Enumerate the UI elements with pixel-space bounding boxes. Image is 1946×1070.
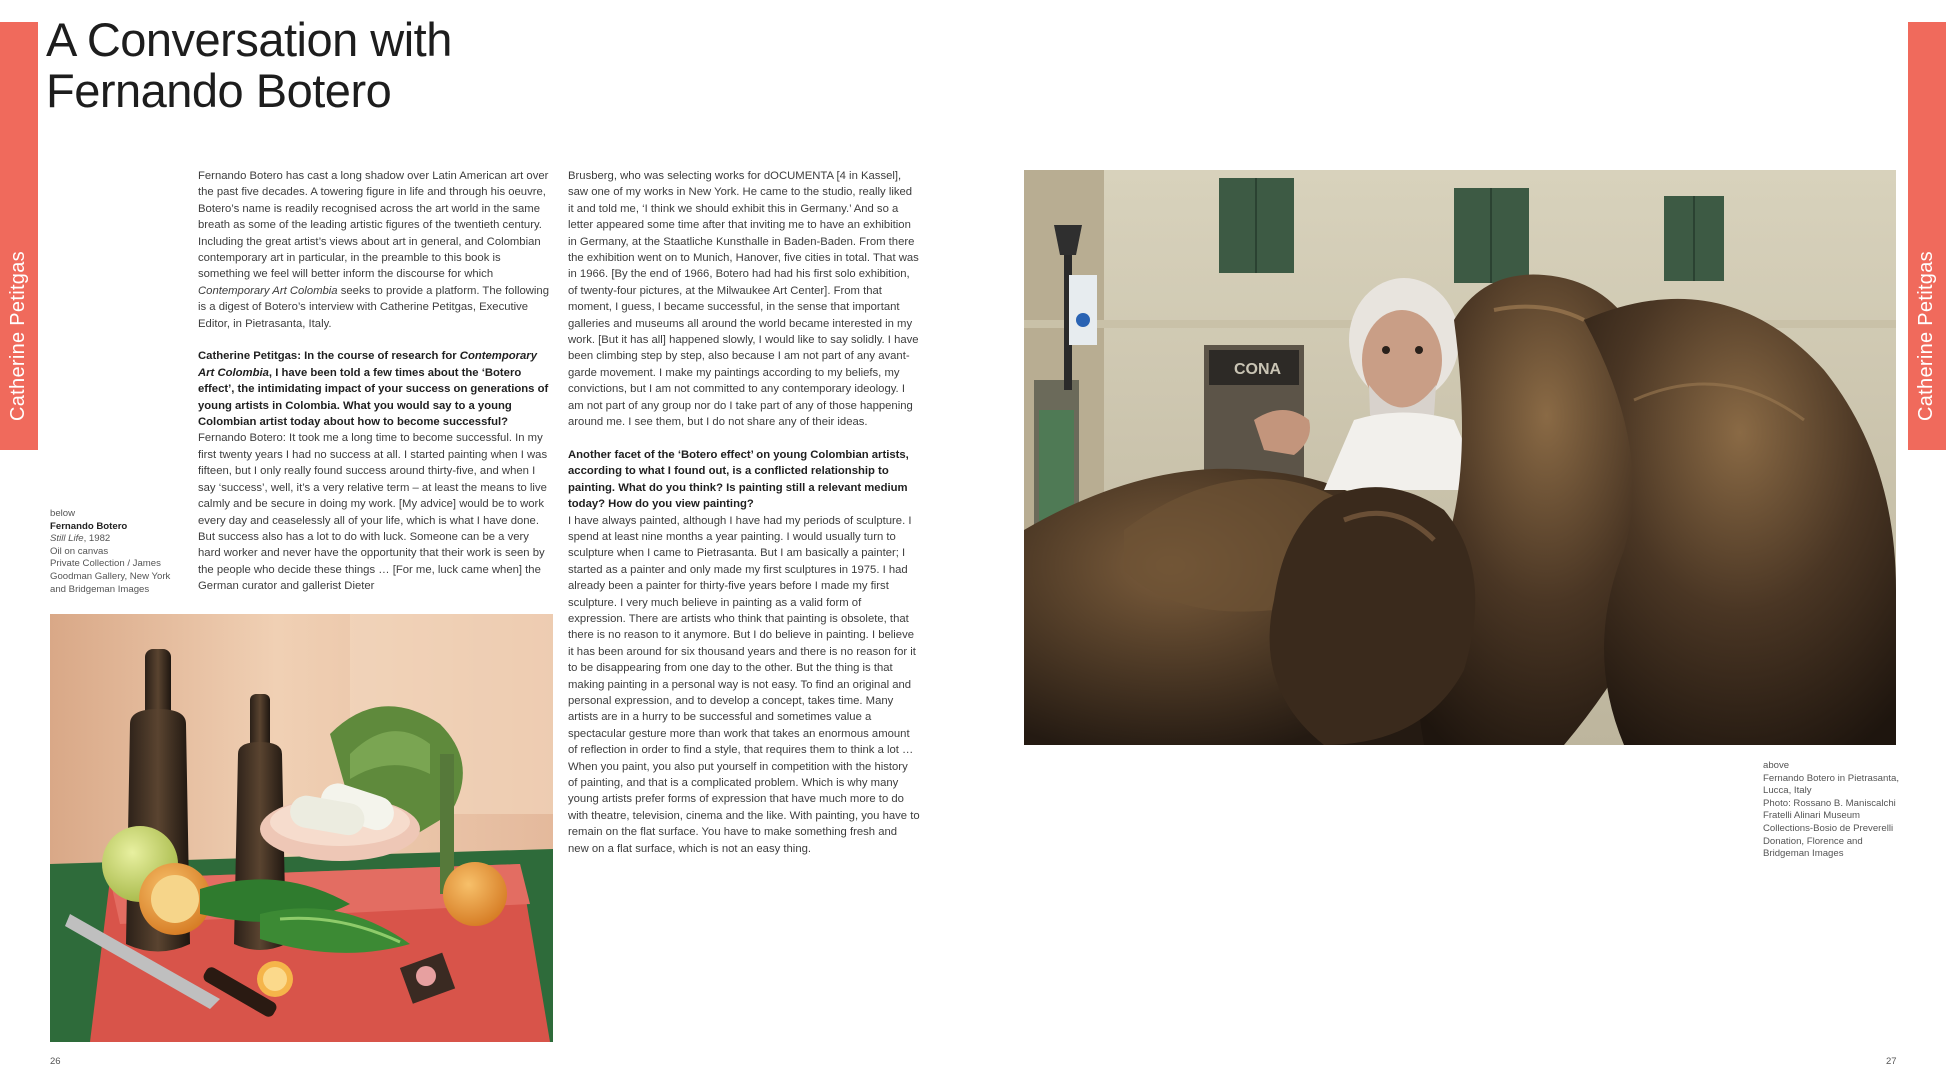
answer-1-continued: Brusberg, who was selecting works for dOCUMENTA [4 in Kassel], saw one of my works in New York. He came to the studio, really liked it and told me, ‘I think we should exhibit this in Germany.’ And so a letter appeared some time after that inviting me to have an exhibition in Germany, at the Staatliche Kunsthalle in Baden-Baden. From there the exhibition went on to Munich, Hanover, five cities in total. That was in 1966. [By the end of 1966, Botero had had his first solo exhibition, of twenty-four pictures, at the Milwaukee Art Center]. From that moment, I guess, I became successful, in the sense that important galleries and museums all around the world became interested in my work. [But it has all] happened slowly, I would like to say solidly. I have been climbing step by step, also because I am not part of any avant-garde movement. I make my paintings according to my beliefs, my convictions, but I am not committed to any contemporary ideology. I am not part of any group nor do I take part of any of those happening around me. I see them, but I do not share any of their ideas. <box>568 170 919 429</box>
answer-2: I have always painted, although I have had my periods of sculpture. I spend at least nine months a year painting. I would usually turn to sculpture when I came to Pietrasanta. But I am basically a painter; I started as a painter and only made my first sculptures in 1975. I had already been a painter for thirty-five years before I made my first sculpture. I very much believe in painting as a valid form of expression. There are artists who think that painting is obsolete, that there is no reason to it anymore. But I do believe in painting. I believe it has been around for six thousand years and there is no reason for it to be disappearing from one day to the other. But the thing is that making painting in a personal way is not easy. To find an original and personal expression, and to develop a concept, takes time. Many artists are in a hurry to be successful and sometimes value a spectacular gesture more than work that takes an enormous amount of reflection in order to find a style, that requires them to think a lot … When you paint, you also put yourself in competition with the history of painting, and that is a complicated problem. Which is why many young artists prefer forms of expression that have much more to do with theatre, television, cinema and the like. With painting, you have to remain on the flat surface. You have to make something fresh and new on a flat surface, which is not an easy thing. <box>568 514 920 855</box>
running-head-right: Catherine Petitgas <box>1915 251 1937 421</box>
page-number-left: 26 <box>50 1056 61 1067</box>
caption-artist: Fernando Botero <box>50 520 128 532</box>
question-1-start: Catherine Petitgas: In the course of research for <box>198 350 460 363</box>
text-column-2 <box>568 168 920 857</box>
running-head-tab-right <box>1908 22 1946 450</box>
caption-still-life <box>50 508 180 596</box>
question-1-end: , I have been told a few times about the ‘Botero effect’, the intimidating impact of your success on generations of young artists in Colombia. What you would say to a young Colombian artist today about how to become successful? <box>198 366 549 429</box>
caption-credit: Private Collection / James Goodman Gallery, New York and Bridgeman Images <box>50 558 171 595</box>
caption-year: , 1982 <box>83 533 111 545</box>
article-title-line2: Fernando Botero <box>46 64 392 117</box>
caption-right-position-label: above <box>1763 760 1790 771</box>
text-column-1 <box>198 168 550 595</box>
intro-book-title: Contemporary Art Colombia <box>198 284 338 297</box>
article-title-line1: A Conversation with <box>46 13 452 66</box>
intro-text-end: seeks to provide a platform. The following is a digest of Botero’s interview with Catherine Petitgas, Executive Editor, in Pietrasanta, Italy. <box>198 284 549 330</box>
question-2: Another facet of the ‘Botero effect’ on young Colombian artists, according to what I found out, is a conflicted relationship to painting. What do you think? Is painting still a relevant medium today? How do you view painting? <box>568 448 909 511</box>
caption-position-label: below <box>50 508 76 519</box>
artist-photo-illustration <box>1024 170 1896 745</box>
still-life-painting-image <box>50 614 553 1042</box>
question-1-book-title: Contemporary Art Colombia <box>198 350 537 379</box>
caption-photograph <box>1763 760 1903 861</box>
running-head-left: Catherine Petitgas <box>7 251 29 421</box>
question-1 <box>198 348 550 430</box>
caption-medium: Oil on canvas <box>50 545 109 557</box>
caption-work-title: Still Life <box>50 533 84 545</box>
answer-1: Fernando Botero: It took me a long time to become successful. In my first twenty years I had no success at all. I started painting when I was fifteen, but I only really found success around thirty-five, and when I say ‘success’, well, it’s a very relative term – at least the means to live calmly and be secure in doing my work. [My advice] would be to work every day and ceaselessly all of your life, which is what I have done. But success also has a lot to do with luck. Someone can be a very hard worker and never have the opportunity that their work is seen by the people who decide these things … [For me, luck came when] the German curator and gallerist Dieter <box>198 432 548 593</box>
artist-photograph <box>1024 170 1896 745</box>
intro-text: Fernando Botero has cast a long shadow over Latin American art over the past five decades. A towering figure in life and through his oeuvre, Botero’s name is readily recognised across the art world in the same breath as some of the leading artistic figures of the twentieth century. Including the great artist’s views about art in general, and Colombian contemporary art in particular, in the preamble to this book is something we feel will better inform the discourse for which <box>198 170 549 281</box>
caption-right-credit: Photo: Rossano B. Maniscalchi Fratelli Alinari Museum Collections-Bosio de Preverelli Donation, Florence and Bridgeman Images <box>1763 797 1896 860</box>
shop-sign-text: CONA <box>1234 361 1282 378</box>
running-head-tab-left <box>0 22 38 450</box>
intro-paragraph <box>198 168 550 332</box>
caption-right-text: Fernando Botero in Pietrasanta, Lucca, Italy <box>1763 772 1899 797</box>
article-title <box>46 14 606 116</box>
still-life-illustration <box>50 614 553 1042</box>
page-number-right: 27 <box>1886 1056 1897 1067</box>
